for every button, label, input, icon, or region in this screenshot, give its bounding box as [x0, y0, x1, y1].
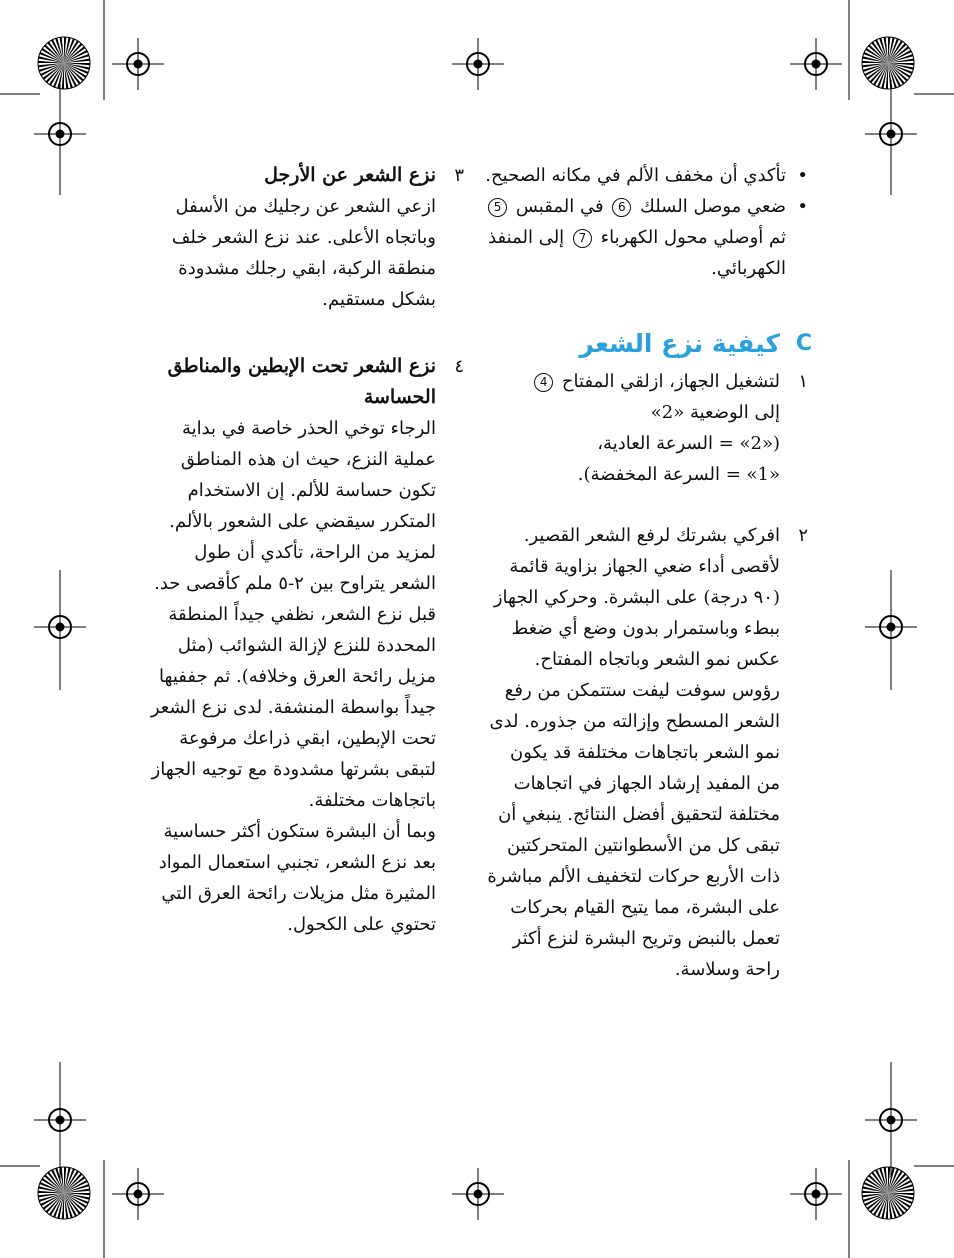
crosshair-target-icon: [865, 108, 917, 160]
starburst-target-icon: [37, 1166, 91, 1220]
starburst-ray: [862, 1191, 888, 1193]
step-item: [485, 366, 812, 490]
crosshair-target-icon: [34, 601, 86, 653]
starburst-ray: [888, 1193, 914, 1195]
starburst-ray: [886, 63, 888, 89]
step-paragraph: قبل نزع الشعر، نظفي جيداً المنطقة المحددة للنزع لإزالة الشوائب (مثل مزيل رائحة العرق وخلافه). ثم جففيها جيداً بواسطة المنشفة. لدى نزع الشعر تحت الإبطين، ابقي ذراعك مرفوعة لتبقى بشرتها مشدودة مع توجيه الجهاز باتجاهات مختلفة.: [150, 604, 436, 811]
bullet-text: [485, 165, 786, 186]
section-heading: [485, 328, 812, 360]
step-list: [150, 160, 468, 940]
starburst-ray: [62, 1193, 64, 1219]
crosshair-target-icon: [34, 1094, 86, 1146]
step-heading: نزع الشعر عن الأرجل: [264, 164, 436, 186]
crosshair-target-icon: [865, 601, 917, 653]
circled-number: 5: [488, 198, 507, 217]
starburst-ray: [888, 37, 890, 63]
text-run: إلى الوضعية «2»: [650, 402, 780, 423]
starburst-ray: [888, 63, 914, 65]
starburst-ray: [38, 61, 64, 63]
starburst-ray: [888, 1167, 890, 1193]
text-run: في المقبس: [515, 196, 604, 217]
step-line: [485, 520, 780, 985]
step-paragraph: ازعي الشعر عن رجليك من الأسفل وباتجاه الأعلى. عند نزع الشعر خلف منطقة الركبة، ابقي رجلك مشدودة بشكل مستقيم.: [171, 196, 436, 310]
crosshair-target-icon: [452, 38, 504, 90]
text-run: لتشغيل الجهاز، ازلقي المفتاح: [561, 371, 780, 392]
bullet-marker: •: [797, 165, 808, 186]
step-item: [485, 520, 812, 985]
text-run: («2» = السرعة العادية،: [597, 433, 780, 454]
starburst-ray: [886, 1193, 888, 1219]
text-run: ثم أوصلي محول الكهرباء: [600, 227, 786, 248]
step-number: ٣: [454, 165, 464, 186]
bullet-item: [485, 160, 812, 191]
starburst-ray: [38, 1191, 64, 1193]
starburst-target-icon: [861, 1166, 915, 1220]
right-column: [485, 160, 812, 985]
bullet-text: [485, 196, 786, 279]
step-number: ٤: [454, 356, 464, 377]
starburst-ray: [862, 61, 888, 63]
starburst-ray: [64, 37, 66, 63]
bullet-list: [485, 160, 812, 284]
starburst-ray: [64, 1167, 66, 1193]
crosshair-target-icon: [112, 1168, 164, 1220]
text-run: إلى المنفذ الكهربائي.: [488, 227, 786, 279]
crosshair-target-icon: [112, 38, 164, 90]
step-paragraph: الرجاء توخي الحذر خاصة في بداية عملية النزع، حيث ان هذه المناطق تكون حساسة للألم. إن الاستخدام المتكرر سيقضي على الشعور بالألم. لمزيد من الراحة، تأكدي أن طول الشعر يتراوح بين ٢-٥ ملم كأقصى حد.: [154, 418, 436, 594]
text-run: ضعي موصل السلك: [640, 196, 786, 217]
starburst-target-icon: [861, 36, 915, 90]
step-item: [150, 351, 468, 940]
starburst-ray: [62, 63, 64, 89]
text-run: «1» = السرعة المخفضة).: [577, 464, 780, 485]
crosshair-target-icon: [865, 1094, 917, 1146]
left-column: [150, 160, 468, 940]
step-number: ٢: [798, 525, 808, 546]
section-title: كيفية نزع الشعر: [579, 329, 780, 358]
step-line: [485, 428, 780, 459]
bullet-marker: •: [797, 196, 808, 217]
step-heading: نزع الشعر تحت الإبطين والمناطق الحساسة: [167, 355, 436, 408]
step-item: [150, 160, 468, 315]
text-run: تأكدي أن مخفف الألم في مكانه الصحيح.: [485, 165, 786, 186]
starburst-ray: [64, 63, 90, 65]
step-paragraph: وبما أن البشرة ستكون أكثر حساسية بعد نزع الشعر، تجنبي استعمال المواد المثيرة مثل مزيلات رائحة العرق التي تحتوي على الكحول.: [158, 821, 436, 935]
circled-number: 6: [612, 198, 631, 217]
text-run: افركي بشرتك لرفع الشعر القصير. لأقصى أداء ضعي الجهاز بزاوية قائمة (٩٠ درجة) على البشرة. وحركي الجهاز ببطء وباستمرار بدون وضع أي ضغط عكس نمو الشعر وباتجاه المفتاح. رؤوس سوفت ليفت ستتمكن من رفع الشعر المسطح وإزالته من جذوره. لدى نمو الشعر باتجاهات مختلفة قد يكون من المفيد إرشاد الجهاز في اتجاهات مختلفة لتحقيق أفضل النتائج. ينبغي أن تبقى كل من الأسطوانتين المتحركتين ذات الأربع حركات لتخفيف الألم مباشرة على البشرة، مما يتيح القيام بحركات تعمل بالنبض وتريح البشرة لنزع أكثر راحة وسلاسة.: [487, 525, 780, 980]
crosshair-target-icon: [452, 1168, 504, 1220]
step-number: ١: [798, 371, 808, 392]
starburst-target-icon: [37, 36, 91, 90]
bullet-item: [485, 191, 812, 284]
crosshair-target-icon: [790, 38, 842, 90]
circled-number: 4: [534, 373, 553, 392]
crosshair-target-icon: [34, 108, 86, 160]
crosshair-target-icon: [790, 1168, 842, 1220]
step-line: [485, 397, 780, 428]
step-line: [485, 459, 780, 490]
step-list: [485, 366, 812, 985]
starburst-ray: [64, 1193, 90, 1195]
circled-number: 7: [573, 229, 592, 248]
step-line: [485, 366, 780, 397]
section-letter: C: [795, 331, 812, 356]
